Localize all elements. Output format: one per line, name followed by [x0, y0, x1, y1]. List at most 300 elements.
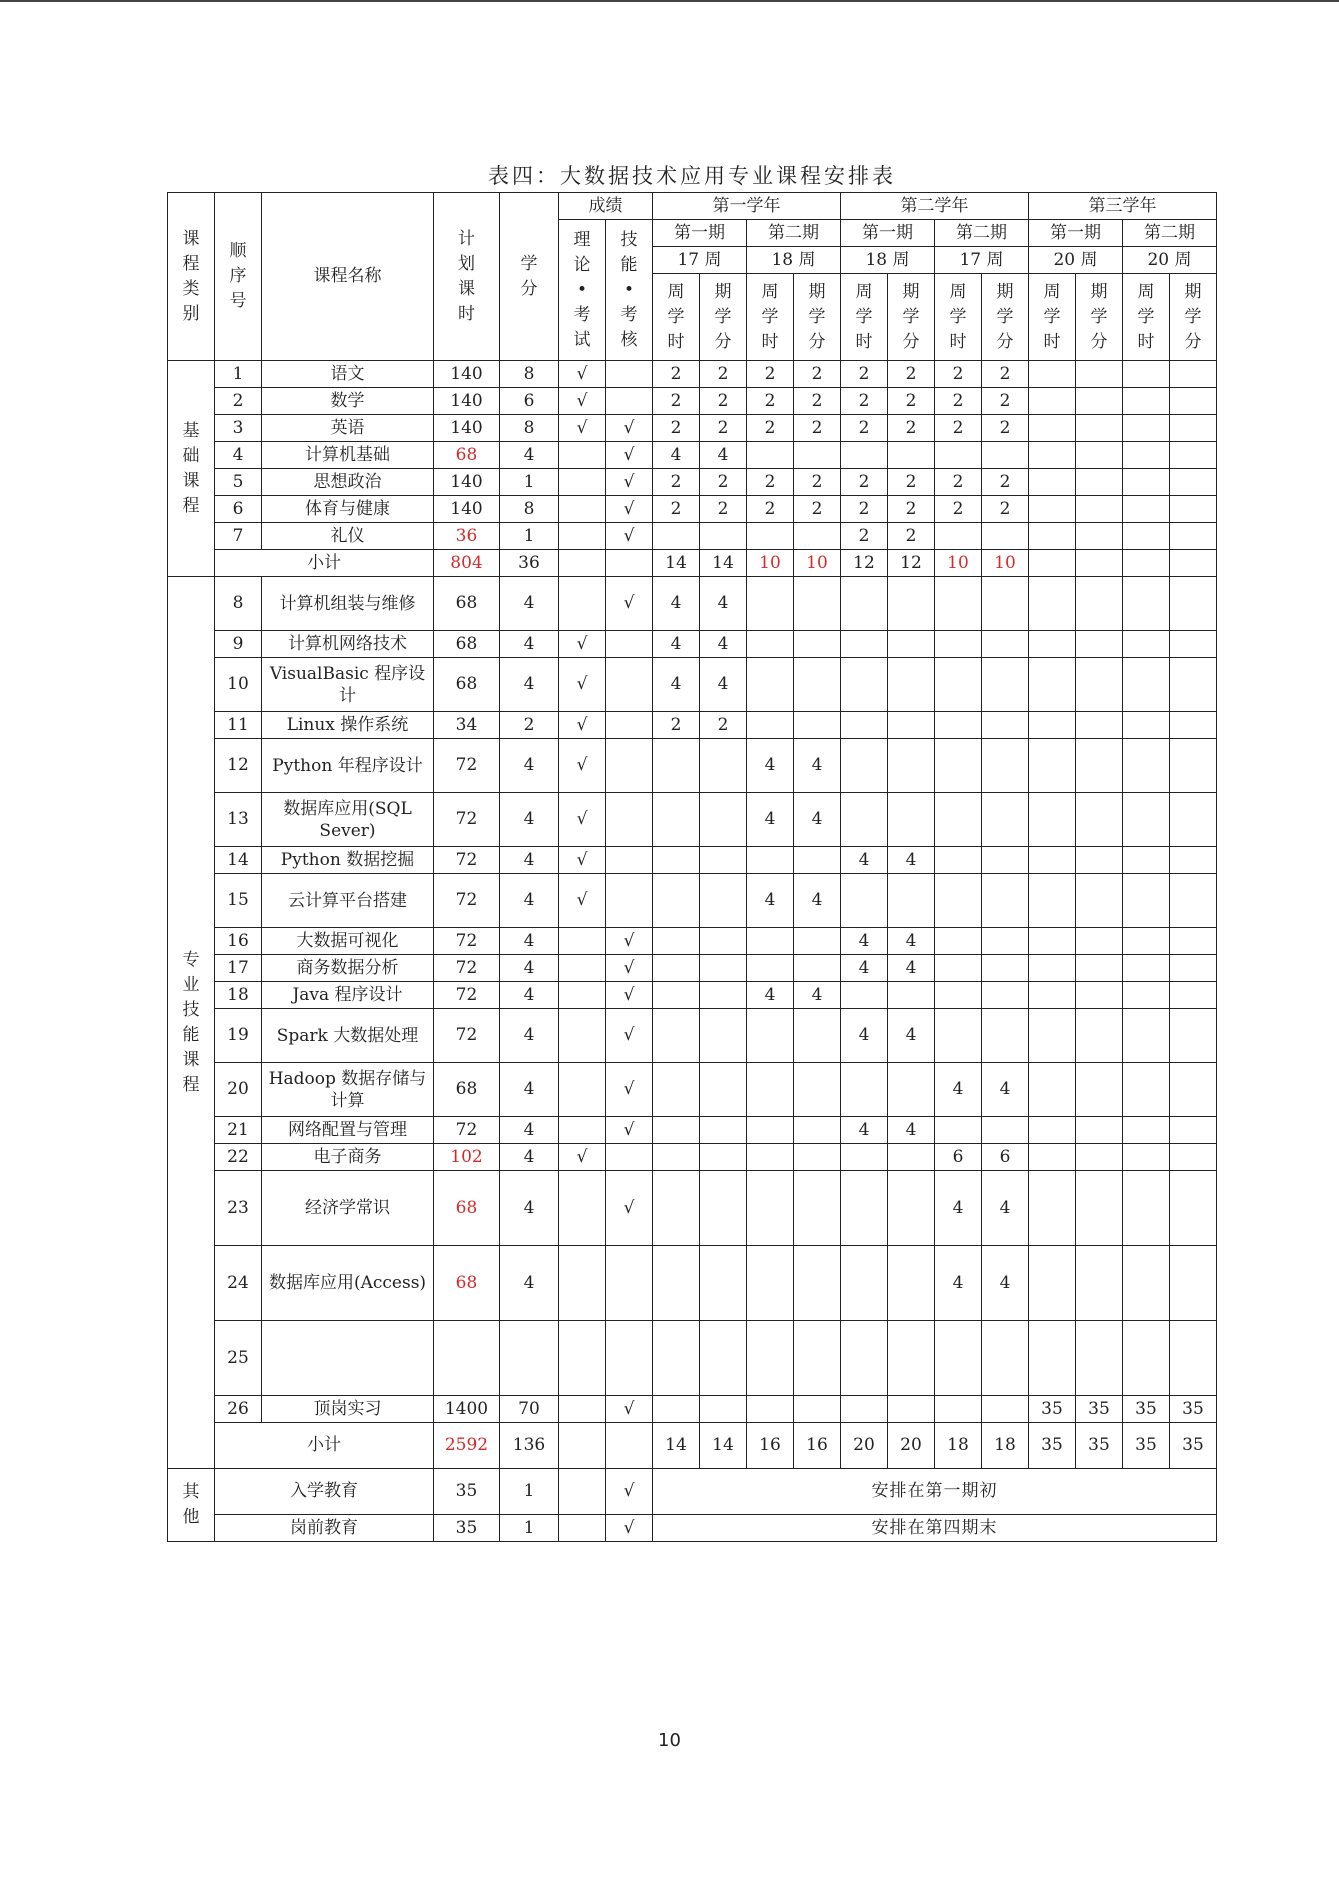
term-credit-cell — [1076, 631, 1123, 658]
course-name: Hadoop 数据存储与计算 — [262, 1063, 434, 1117]
table-body — [168, 193, 1217, 1542]
week-hours-cell — [1123, 550, 1170, 577]
course-name: 礼仪 — [262, 523, 434, 550]
term-credit-cell — [794, 577, 841, 631]
course-hours: 34 — [434, 712, 500, 739]
term-credit-cell: 2 — [794, 415, 841, 442]
week-hours-cell — [747, 631, 794, 658]
course-row — [168, 1321, 1217, 1396]
week-hours-cell: 4 — [841, 847, 888, 874]
skill-check-mark — [606, 1144, 653, 1171]
term-credit-cell — [794, 1009, 841, 1063]
course-seq: 19 — [215, 1009, 262, 1063]
week-hours-cell: 4 — [747, 739, 794, 793]
week-hours-cell: 4 — [747, 874, 794, 928]
course-credit: 4 — [500, 982, 559, 1009]
term-credit-cell: 35 — [1170, 1396, 1217, 1423]
course-seq: 13 — [215, 793, 262, 847]
week-hours-cell: 12 — [841, 550, 888, 577]
week-hours-cell: 2 — [841, 469, 888, 496]
theory-exam-mark — [559, 1009, 606, 1063]
term-credit-cell — [982, 712, 1029, 739]
theory-exam-mark — [559, 928, 606, 955]
week-hours-cell — [841, 982, 888, 1009]
section-other: 其 他 — [168, 1469, 215, 1542]
week-hours-cell: 4 — [653, 577, 700, 631]
course-row — [168, 361, 1217, 388]
term-credit-cell — [982, 577, 1029, 631]
skill-check-mark — [606, 847, 653, 874]
course-hours: 2592 — [434, 1423, 500, 1469]
course-seq: 8 — [215, 577, 262, 631]
week-hours-cell — [1123, 1063, 1170, 1117]
course-hours: 72 — [434, 928, 500, 955]
course-seq: 17 — [215, 955, 262, 982]
term-credit-cell — [1170, 847, 1217, 874]
theory-exam-mark — [559, 577, 606, 631]
term-credit-cell: 2 — [982, 388, 1029, 415]
skill-check-mark: √ — [606, 1063, 653, 1117]
term-credit-cell — [1076, 1246, 1123, 1321]
theory-exam-mark — [559, 496, 606, 523]
term-credit-cell — [700, 793, 747, 847]
other-name: 岗前教育 — [215, 1515, 434, 1542]
course-credit: 8 — [500, 415, 559, 442]
course-hours: 68 — [434, 658, 500, 712]
week-hours-cell — [1029, 955, 1076, 982]
term-credit-cell — [794, 1396, 841, 1423]
course-hours: 68 — [434, 577, 500, 631]
other-row — [168, 1515, 1217, 1542]
skill-check-mark — [606, 388, 653, 415]
term-credit-cell — [700, 1246, 747, 1321]
term-credit-cell: 4 — [700, 442, 747, 469]
term-credit-cell: 2 — [700, 496, 747, 523]
course-seq: 20 — [215, 1063, 262, 1117]
course-row — [168, 469, 1217, 496]
term-credit-cell: 2 — [794, 469, 841, 496]
week-hours-cell — [1123, 982, 1170, 1009]
week-hours-cell: 2 — [653, 388, 700, 415]
course-seq: 26 — [215, 1396, 262, 1423]
term-credit-cell — [794, 658, 841, 712]
week-hours-cell: 2 — [653, 361, 700, 388]
week-hours-cell — [653, 955, 700, 982]
term-credit-cell — [982, 1396, 1029, 1423]
other-hours: 35 — [434, 1515, 500, 1542]
header-weeks-3: 18 周 — [841, 247, 935, 274]
term-credit-cell — [1170, 415, 1217, 442]
week-hours-cell — [747, 928, 794, 955]
course-seq: 1 — [215, 361, 262, 388]
header-weeks-1: 17 周 — [653, 247, 747, 274]
header-term-credits: 期 学 分 — [1170, 274, 1217, 361]
term-credit-cell — [794, 712, 841, 739]
header-weeks-5: 20 周 — [1029, 247, 1123, 274]
term-credit-cell: 2 — [700, 388, 747, 415]
course-row — [168, 847, 1217, 874]
other-credit: 1 — [500, 1515, 559, 1542]
course-name — [262, 1321, 434, 1396]
course-seq: 5 — [215, 469, 262, 496]
term-credit-cell — [982, 1321, 1029, 1396]
skill-check-mark — [606, 793, 653, 847]
header-week-hours: 周 学 时 — [747, 274, 794, 361]
week-hours-cell — [653, 982, 700, 1009]
theory-exam-mark — [559, 1321, 606, 1396]
week-hours-cell: 2 — [653, 496, 700, 523]
week-hours-cell — [1123, 712, 1170, 739]
term-credit-cell — [888, 577, 935, 631]
week-hours-cell — [653, 793, 700, 847]
term-credit-cell — [1170, 739, 1217, 793]
skill-check-mark — [606, 1246, 653, 1321]
course-name: 云计算平台搭建 — [262, 874, 434, 928]
week-hours-cell — [1029, 577, 1076, 631]
course-hours: 68 — [434, 1246, 500, 1321]
theory-exam-mark — [559, 523, 606, 550]
course-row — [168, 388, 1217, 415]
term-credit-cell — [1170, 469, 1217, 496]
course-hours: 72 — [434, 793, 500, 847]
course-row — [168, 955, 1217, 982]
theory-exam-mark — [559, 1396, 606, 1423]
week-hours-cell — [935, 577, 982, 631]
course-hours: 804 — [434, 550, 500, 577]
term-credit-cell: 18 — [982, 1423, 1029, 1469]
term-credit-cell — [1076, 1117, 1123, 1144]
week-hours-cell — [653, 847, 700, 874]
theory-exam-mark — [559, 1117, 606, 1144]
term-credit-cell — [1170, 1171, 1217, 1246]
course-credit: 4 — [500, 1063, 559, 1117]
course-seq: 23 — [215, 1171, 262, 1246]
course-hours: 140 — [434, 469, 500, 496]
skill-check-mark: √ — [606, 1469, 653, 1515]
header-credits: 学 分 — [500, 193, 559, 361]
term-credit-cell — [700, 739, 747, 793]
week-hours-cell: 2 — [935, 415, 982, 442]
course-name: Python 数据挖掘 — [262, 847, 434, 874]
term-credit-cell — [1170, 1063, 1217, 1117]
week-hours-cell — [841, 1396, 888, 1423]
term-credit-cell — [794, 631, 841, 658]
week-hours-cell — [747, 1144, 794, 1171]
term-credit-cell — [794, 523, 841, 550]
course-credit: 4 — [500, 847, 559, 874]
term-credit-cell — [1170, 982, 1217, 1009]
course-name: Python 年程序设计 — [262, 739, 434, 793]
skill-check-mark: √ — [606, 955, 653, 982]
term-credit-cell: 35 — [1170, 1423, 1217, 1469]
term-credit-cell: 4 — [700, 577, 747, 631]
term-credit-cell — [982, 523, 1029, 550]
week-hours-cell: 2 — [747, 388, 794, 415]
course-credit: 8 — [500, 361, 559, 388]
term-credit-cell — [794, 442, 841, 469]
theory-exam-mark — [559, 550, 606, 577]
skill-check-mark: √ — [606, 523, 653, 550]
week-hours-cell: 4 — [935, 1171, 982, 1246]
term-credit-cell: 10 — [794, 550, 841, 577]
course-credit: 4 — [500, 442, 559, 469]
course-name: Java 程序设计 — [262, 982, 434, 1009]
course-seq: 22 — [215, 1144, 262, 1171]
week-hours-cell: 14 — [653, 550, 700, 577]
week-hours-cell — [1029, 1171, 1076, 1246]
term-credit-cell — [1076, 1321, 1123, 1396]
term-credit-cell — [1170, 1117, 1217, 1144]
theory-exam-mark: √ — [559, 739, 606, 793]
term-credit-cell — [1076, 658, 1123, 712]
course-row — [168, 577, 1217, 631]
course-seq: 24 — [215, 1246, 262, 1321]
term-credit-cell — [888, 1063, 935, 1117]
term-credit-cell — [982, 1117, 1029, 1144]
section-professional: 专 业 技 能 课 程 — [168, 577, 215, 1469]
skill-check-mark: √ — [606, 415, 653, 442]
course-name: 数据库应用(SQL Sever) — [262, 793, 434, 847]
week-hours-cell — [841, 712, 888, 739]
week-hours-cell — [841, 1321, 888, 1396]
theory-exam-mark: √ — [559, 631, 606, 658]
header-row-years — [168, 193, 1217, 220]
week-hours-cell — [1029, 1063, 1076, 1117]
week-hours-cell — [1029, 982, 1076, 1009]
term-credit-cell — [982, 631, 1029, 658]
term-credit-cell — [1170, 793, 1217, 847]
term-credit-cell: 2 — [982, 496, 1029, 523]
week-hours-cell: 35 — [1029, 1423, 1076, 1469]
course-credit: 136 — [500, 1423, 559, 1469]
term-credit-cell: 2 — [888, 469, 935, 496]
week-hours-cell — [653, 928, 700, 955]
skill-check-mark — [606, 1321, 653, 1396]
week-hours-cell — [1123, 1009, 1170, 1063]
term-credit-cell — [1076, 739, 1123, 793]
week-hours-cell: 2 — [653, 712, 700, 739]
week-hours-cell — [1123, 415, 1170, 442]
theory-exam-mark — [559, 1469, 606, 1515]
week-hours-cell — [935, 1396, 982, 1423]
subtotal-label: 小计 — [215, 550, 434, 577]
subtotal-label: 小计 — [215, 1423, 434, 1469]
week-hours-cell: 6 — [935, 1144, 982, 1171]
term-credit-cell — [888, 631, 935, 658]
top-border-line — [0, 0, 1339, 2]
week-hours-cell — [653, 739, 700, 793]
term-credit-cell: 35 — [1076, 1396, 1123, 1423]
course-name: 经济学常识 — [262, 1171, 434, 1246]
week-hours-cell — [747, 1063, 794, 1117]
term-credit-cell: 4 — [888, 955, 935, 982]
header-skill-check: 技 能 • 考 核 — [606, 220, 653, 361]
course-seq: 12 — [215, 739, 262, 793]
week-hours-cell: 4 — [841, 1117, 888, 1144]
subtotal-row — [168, 1423, 1217, 1469]
term-credit-cell — [1076, 712, 1123, 739]
term-credit-cell: 14 — [700, 550, 747, 577]
other-name: 入学教育 — [215, 1469, 434, 1515]
week-hours-cell — [1123, 739, 1170, 793]
course-seq: 25 — [215, 1321, 262, 1396]
week-hours-cell — [1029, 1009, 1076, 1063]
header-weeks-4: 17 周 — [935, 247, 1029, 274]
term-credit-cell: 4 — [982, 1246, 1029, 1321]
week-hours-cell — [841, 1063, 888, 1117]
theory-exam-mark — [559, 1515, 606, 1542]
term-credit-cell — [1076, 415, 1123, 442]
week-hours-cell — [935, 523, 982, 550]
term-credit-cell — [1076, 847, 1123, 874]
course-name: 网络配置与管理 — [262, 1117, 434, 1144]
week-hours-cell — [841, 874, 888, 928]
week-hours-cell — [1123, 847, 1170, 874]
term-credit-cell — [888, 793, 935, 847]
course-name: 体育与健康 — [262, 496, 434, 523]
week-hours-cell — [1123, 955, 1170, 982]
course-name: VisualBasic 程序设计 — [262, 658, 434, 712]
course-row — [168, 1396, 1217, 1423]
week-hours-cell — [747, 1321, 794, 1396]
course-hours: 140 — [434, 415, 500, 442]
week-hours-cell — [1029, 388, 1076, 415]
skill-check-mark: √ — [606, 1171, 653, 1246]
term-credit-cell — [1170, 523, 1217, 550]
term-credit-cell — [888, 1144, 935, 1171]
header-week-hours: 周 学 时 — [653, 274, 700, 361]
week-hours-cell — [1029, 874, 1076, 928]
week-hours-cell — [935, 982, 982, 1009]
course-seq: 7 — [215, 523, 262, 550]
term-credit-cell — [1170, 658, 1217, 712]
term-credit-cell — [700, 1144, 747, 1171]
course-seq: 16 — [215, 928, 262, 955]
term-credit-cell — [794, 928, 841, 955]
course-hours: 72 — [434, 739, 500, 793]
week-hours-cell — [841, 631, 888, 658]
course-hours: 1400 — [434, 1396, 500, 1423]
term-credit-cell: 4 — [794, 793, 841, 847]
week-hours-cell — [841, 793, 888, 847]
header-year-3: 第三学年 — [1029, 193, 1217, 220]
term-credit-cell: 4 — [700, 658, 747, 712]
week-hours-cell: 2 — [935, 361, 982, 388]
week-hours-cell — [747, 658, 794, 712]
theory-exam-mark — [559, 955, 606, 982]
course-row — [168, 1063, 1217, 1117]
term-credit-cell — [982, 658, 1029, 712]
week-hours-cell — [653, 1009, 700, 1063]
theory-exam-mark: √ — [559, 415, 606, 442]
course-name: 顶岗实习 — [262, 1396, 434, 1423]
course-hours: 72 — [434, 1009, 500, 1063]
week-hours-cell — [1029, 658, 1076, 712]
week-hours-cell — [747, 1396, 794, 1423]
week-hours-cell — [935, 928, 982, 955]
term-credit-cell — [700, 1171, 747, 1246]
term-credit-cell — [888, 982, 935, 1009]
week-hours-cell — [1123, 658, 1170, 712]
week-hours-cell — [935, 658, 982, 712]
course-credit: 4 — [500, 793, 559, 847]
header-theory-exam: 理 论 • 考 试 — [559, 220, 606, 361]
skill-check-mark: √ — [606, 442, 653, 469]
week-hours-cell — [841, 1171, 888, 1246]
week-hours-cell — [747, 847, 794, 874]
week-hours-cell: 4 — [653, 442, 700, 469]
course-seq: 10 — [215, 658, 262, 712]
term-credit-cell — [888, 1321, 935, 1396]
course-credit: 2 — [500, 712, 559, 739]
week-hours-cell — [1029, 928, 1076, 955]
term-credit-cell — [700, 1396, 747, 1423]
skill-check-mark: √ — [606, 469, 653, 496]
term-credit-cell — [1076, 928, 1123, 955]
week-hours-cell: 35 — [1029, 1396, 1076, 1423]
week-hours-cell — [1029, 496, 1076, 523]
term-credit-cell — [1170, 1321, 1217, 1396]
week-hours-cell: 4 — [747, 982, 794, 1009]
course-hours: 68 — [434, 442, 500, 469]
skill-check-mark — [606, 712, 653, 739]
theory-exam-mark: √ — [559, 361, 606, 388]
term-credit-cell: 2 — [888, 361, 935, 388]
header-term-5: 第一期 — [1029, 220, 1123, 247]
week-hours-cell — [1123, 1321, 1170, 1396]
course-hours: 68 — [434, 1063, 500, 1117]
term-credit-cell: 4 — [888, 847, 935, 874]
week-hours-cell: 2 — [747, 361, 794, 388]
term-credit-cell: 16 — [794, 1423, 841, 1469]
term-credit-cell: 4 — [888, 928, 935, 955]
header-week-hours: 周 学 时 — [841, 274, 888, 361]
week-hours-cell — [1123, 388, 1170, 415]
skill-check-mark: √ — [606, 982, 653, 1009]
course-row — [168, 739, 1217, 793]
term-credit-cell: 35 — [1076, 1423, 1123, 1469]
course-name: 商务数据分析 — [262, 955, 434, 982]
term-credit-cell: 4 — [888, 1009, 935, 1063]
header-term-3: 第一期 — [841, 220, 935, 247]
term-credit-cell — [794, 1171, 841, 1246]
week-hours-cell — [935, 793, 982, 847]
header-year-1: 第一学年 — [653, 193, 841, 220]
week-hours-cell — [653, 874, 700, 928]
week-hours-cell — [841, 739, 888, 793]
course-credit: 6 — [500, 388, 559, 415]
course-credit: 4 — [500, 955, 559, 982]
term-credit-cell — [888, 658, 935, 712]
course-row — [168, 1144, 1217, 1171]
week-hours-cell — [747, 1009, 794, 1063]
week-hours-cell — [935, 631, 982, 658]
week-hours-cell — [1029, 1246, 1076, 1321]
week-hours-cell: 2 — [841, 388, 888, 415]
course-row — [168, 874, 1217, 928]
week-hours-cell — [747, 712, 794, 739]
term-credit-cell: 2 — [700, 712, 747, 739]
term-credit-cell — [1076, 1171, 1123, 1246]
week-hours-cell — [1029, 523, 1076, 550]
course-row — [168, 1009, 1217, 1063]
skill-check-mark: √ — [606, 928, 653, 955]
term-credit-cell — [794, 847, 841, 874]
header-term-credits: 期 学 分 — [794, 274, 841, 361]
week-hours-cell — [747, 577, 794, 631]
week-hours-cell — [1123, 1144, 1170, 1171]
week-hours-cell — [747, 955, 794, 982]
